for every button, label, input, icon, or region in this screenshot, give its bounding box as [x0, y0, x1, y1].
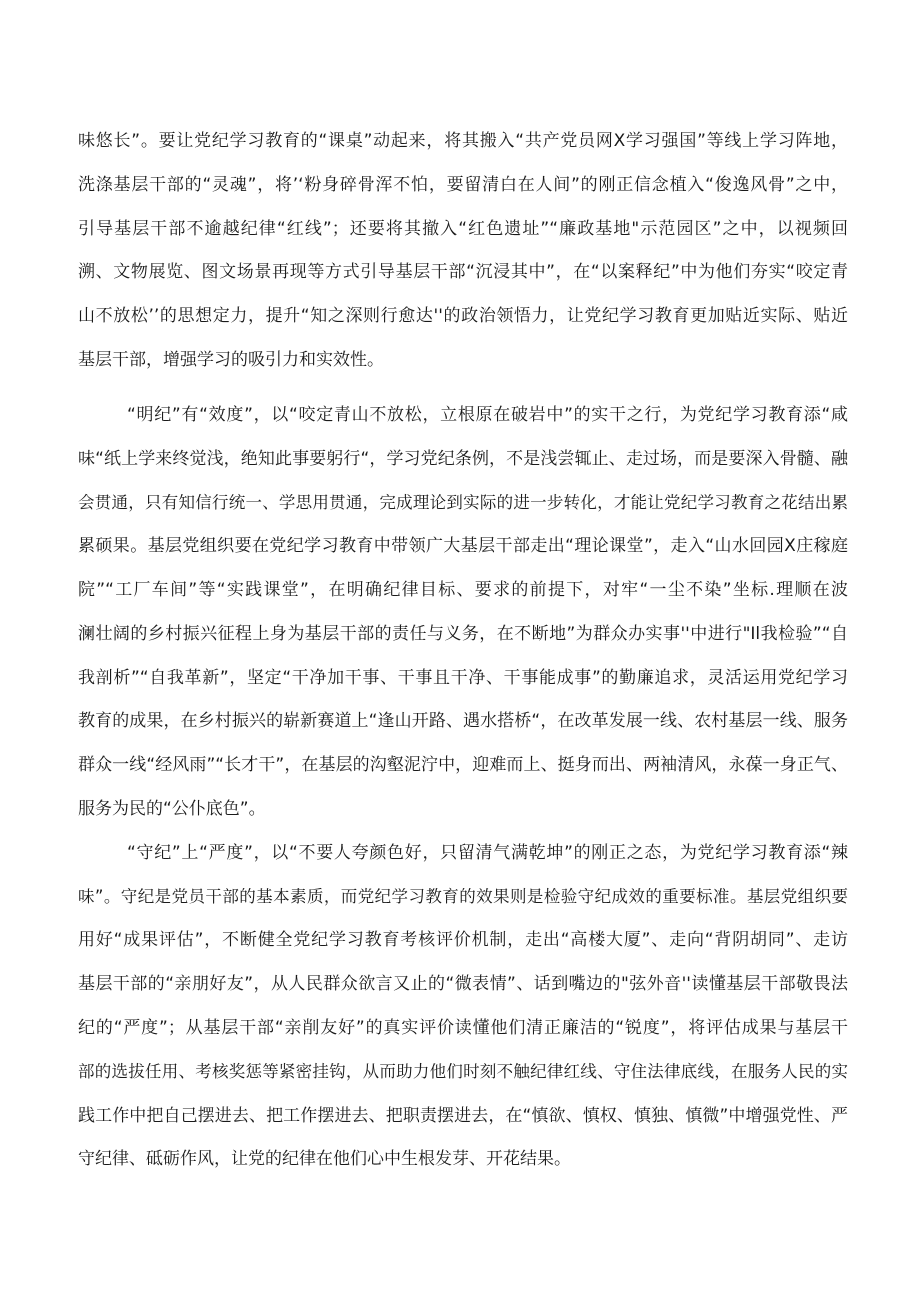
text-line: 教育的成果，在乡村振兴的崭新赛道上“逢山开路、遇水搭桥“，在改革发展一线、农村基层一线、服务 [78, 711, 848, 731]
text-line: “守纪”上“严度”，以“不要人夸颜色好，只留清气满乾坤”的刚正之态，为党纪学习教育添“辣 [127, 843, 848, 863]
text-line: 累硕果。基层党组织要在党纪学习教育中带领广大基层干部走出“理论课堂”，走入“山水回园X庄稼庭 [78, 536, 848, 556]
text-line: 践工作中把自己摆进去、把工作摆进去、把职责摆进去，在“慎欲、慎权、慎独、慎微”中增强党性、严 [78, 1106, 848, 1126]
text-line: 溯、文物展览、图文场景再现等方式引导基层干部“沉浸其中”，在“以案释纪”中为他们夯实“咬定青 [78, 262, 848, 282]
text-line: 纪的“严度”；从基层干部“亲削友好”的真实评价读懂他们清正廉洁的“锐度”，将评估成果与基层干 [78, 1018, 848, 1038]
text-line: 基层干部的“亲朋好友”，从人民群众欲言又止的“微表情”、话到嘴边的"弦外音''读懂基层干部敬畏法 [78, 974, 848, 994]
text-line: 院”“工厂车间”等“实践课堂”，在明确纪律目标、要求的前提下，对牢“一尘不染”坐标.理顺在波 [78, 580, 848, 600]
text-line: 引导基层干部不逾越纪律“红线”；还要将其撤入“红色遗址”“廉政基地"示范园区”之中，以视频回 [78, 219, 848, 239]
text-line: 味“纸上学来终觉浅，绝知此事要躬行“，学习党纪条例，不是浅尝辄止、走过场，而是要深入骨髓、融 [78, 449, 848, 469]
text-line: 洗涤基层干部的“灵魂”，将’‘粉身碎骨浑不怕，要留清白在人间”的刚正信念植入“俊逸风骨”之中， [78, 175, 848, 195]
text-line: 服务为民的“公仆底色”。 [78, 799, 266, 819]
text-line: 味”。守纪是党员干部的基本素质，而党纪学习教育的效果则是检验守纪成效的重要标准。基层党组织要 [78, 887, 848, 906]
text-line: 味悠长”。要让党纪学习教育的“课桌”动起来，将其搬入“共产党员网X学习强国”等线上学习阵地， [78, 131, 848, 151]
text-line: 澜壮阔的乡村振兴征程上身为基层干部的责任与义务，在不断地”为群众办实事''中进行"Il我检验”“自 [78, 624, 848, 644]
text-line: 用好“成果评估”，不断健全党纪学习教育考核评价机制，走出“高楼大厦”、走向“背阴胡同”、走访 [78, 930, 848, 950]
text-line: 会贯通，只有知信行统一、学思用贯通，完成理论到实际的进一步转化，才能让党纪学习教育之花结出累 [78, 493, 848, 512]
text-line: 守纪律、砥砺作风，让党的纪律在他们心中生根发芽、开花结果。 [78, 1149, 571, 1169]
text-line: 山不放松’’的思想定力，提升“知之深则行愈达''的政治领悟力，让党纪学习教育更加贴近实际、贴近 [78, 306, 848, 326]
text-line: 部的选拔任用、考核奖惩等紧密挂钩，从而助力他们时刻不触纪律红线、守住法律底线，在服务人民的实 [78, 1062, 848, 1081]
text-line: “明纪”有“效度”，以“咬定青山不放松，立根原在破岩中”的实干之行，为党纪学习教育添“咸 [127, 405, 848, 425]
text-line: 我剖析”“自我革新”，坚定“干净加干事、干事且干净、干事能成事”的勤廉追求，灵活运用党纪学习 [78, 668, 848, 688]
text-line: 基层干部，增强学习的吸引力和实效性。 [78, 350, 384, 370]
text-line: 群众一线“经风雨”“长才干”，在基层的沟壑泥泞中，迎难而上、挺身而出、两袖清风，永葆一身正气、 [78, 755, 848, 775]
